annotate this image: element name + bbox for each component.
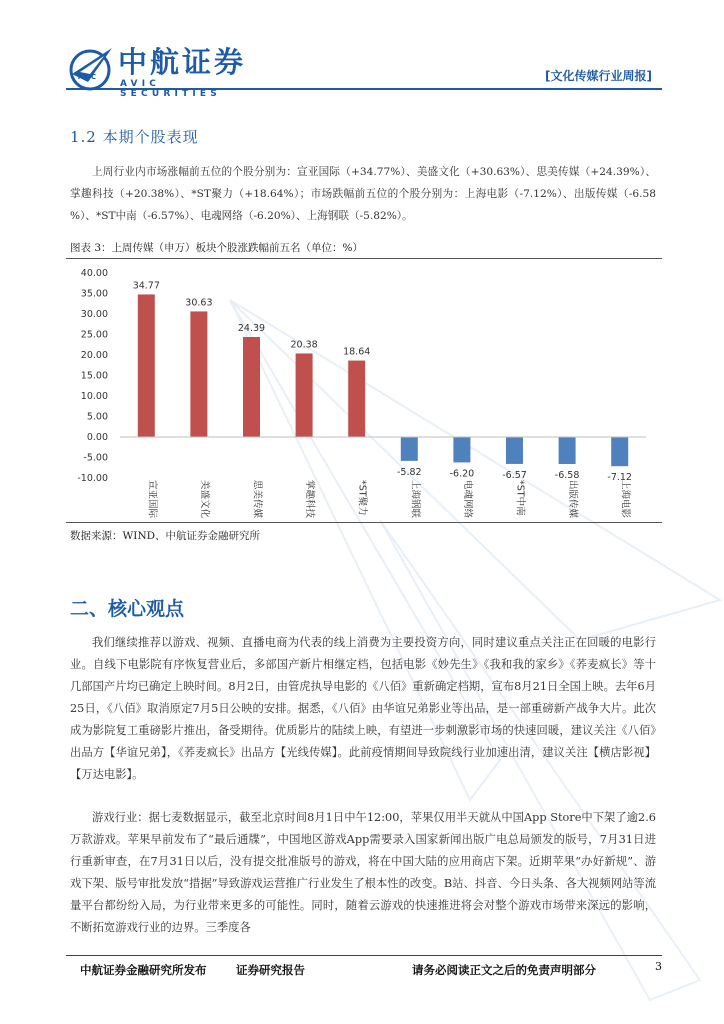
logo-mark-text: AVIC [78,73,97,81]
section-title-stock-performance: 1.2 本期个股表现 [70,128,199,146]
bar-1 [190,311,207,437]
value-label: 24.39 [237,323,266,335]
y-tick-label: 5.00 [86,411,108,423]
value-label: 34.77 [132,280,160,292]
bar-7 [506,437,523,464]
y-tick-label: 20.00 [80,350,108,361]
stock-change-bar-chart [66,260,662,522]
category-label: 掌趣科技 [304,480,316,519]
bar-9 [611,437,628,466]
bar-3 [296,353,313,437]
category-label: 上海电影 [619,480,631,519]
header-divider [66,88,662,90]
core-view-paragraph-film [70,632,656,786]
bar-2 [243,337,260,437]
bar-6 [453,437,470,462]
value-label: 30.63 [185,297,213,309]
page-number: 3 [655,960,662,973]
y-tick-label: 40.00 [80,268,108,279]
category-label: 宣亚国际 [146,480,158,519]
y-tick-label: 15.00 [80,370,108,382]
bar-0 [138,294,155,437]
figure-source-note: 数据来源：WIND、中航证券金融研究所 [70,530,261,542]
y-axis-tick-labels [77,268,108,484]
footer-disclaimer: 请务必阅读正文之后的免责声明部分 [412,963,596,977]
bar-5 [401,437,418,461]
y-tick-label: 10.00 [80,391,108,402]
value-label: -6.58 [554,469,580,481]
brand-name-en: AVIC SECURITIES [120,79,221,99]
y-tick-label: 30.00 [80,309,108,320]
category-label: *ST中南 [514,480,526,516]
y-tick-label: -5.00 [83,452,108,464]
paragraph-text: 上周行业内市场涨幅前五位的个股分别为：宣亚国际（+34.77%）、美盛文化（+30.63%）、思美传媒（+24.39%）、掌趣科技（+20.38%）、*ST聚力（+18.64%）；市场跌幅前五位的个股分别为：上海电影（-7.12%）、出版传媒（-6.58 %）、*ST中南（-6.57%）、电魂网络（-6.20%）、上海钢联（-5.82%）。 [70,166,656,222]
core-view-paragraph-games [70,807,656,939]
chart-value-labels [133,280,632,483]
y-tick-label: -10.00 [77,473,108,484]
bar-8 [559,437,576,464]
footer-publisher: 中航证券金融研究所发布 [80,963,207,977]
category-label: 出版传媒 [567,480,579,519]
value-label: -5.82 [397,466,422,478]
figure-bottom-rule [66,522,662,523]
section-title-core-views: 二、核心观点 [70,598,185,620]
bar-4 [348,361,365,437]
figure-title: 图表 3：上周传媒（申万）板块个股涨跌幅前五名（单位：%） [70,242,363,254]
value-label: -7.12 [607,472,632,484]
stock-performance-paragraph [70,161,656,227]
value-label: -6.57 [502,469,527,481]
value-label: 20.38 [290,339,318,351]
avic-plane-icon [66,44,116,92]
brand-name-cn: 中航证券 [118,45,247,79]
paragraph-text: 游戏行业：据七麦数据显示，截至北京时间8月1日中午12:00，苹果仅用半天就从中国App Store中下架了逾2.6万款游戏。苹果早前发布了“最后通牒”，中国地区游戏App需要录入国家新闻出版广电总局颁发的版号，7月31日进行重新审查，在7月31日以后，没有提交批准版号的游戏，将在中国大陆的应用商店下架。近期苹果“办好新规”、游戏下架、版号审批发放“措据”导致游戏运营推广行业发生了根本性的改变。B站、抖音、今日头条、各大视频网站等流量平台都纷纷入局，为行业带来更多的可能性。同时，随着云游戏的快速推进将会对整个游戏市场带来深远的影响，不断拓宽游戏行业的边界。三季度各 [70,811,656,934]
report-type-tag: [文化传媒行业周报] [545,69,652,83]
category-label: 电魂网络 [461,480,473,519]
category-label: 上海钢联 [409,480,421,519]
category-label: *ST聚力 [356,480,368,516]
figure-top-rule [66,258,662,259]
footer-divider [66,955,662,956]
paragraph-text: 我们继续推荐以游戏、视频、直播电商为代表的线上消费为主要投资方向，同时建议重点关注正在回暖的电影行业。自线下电影院有序恢复营业后，多部国产新片相继定档，包括电影《妙先生》《我和我的家乡》《荞麦疯长》等十几部国产片均已确定上映时间。8月2日，由管虎执导电影的《八佰》重新确定档期，宣布8月21日全国上映。去年6月25日，《八佰》取消原定7月5日公映的安排。据悉，《八佰》由华谊兄弟影业等出品，是一部重磅新产战争大片。此次成为影院复工重磅影片推出，备受期待。优质影片的陆续上映，有望进一步刺激影市场的快速回暖，建议关注《八佰》出品方【华谊兄弟】，《荞麦疯长》出品方【光线传媒】。此前疫情期间导致院线行业加速出清，建议关注【横店影视】【万达电影】。 [70,636,656,781]
value-label: -6.20 [449,468,475,480]
category-label: 思美传媒 [251,480,263,519]
x-axis-category-labels [146,480,631,519]
y-tick-label: 25.00 [80,329,108,341]
value-label: 18.64 [343,346,371,358]
y-tick-label: 0.00 [86,432,108,443]
category-label: 美盛文化 [198,480,210,519]
footer-report-label: 证券研究报告 [236,963,305,977]
chart-bars [138,294,628,466]
y-tick-label: 35.00 [80,288,108,300]
company-logo [66,44,262,99]
